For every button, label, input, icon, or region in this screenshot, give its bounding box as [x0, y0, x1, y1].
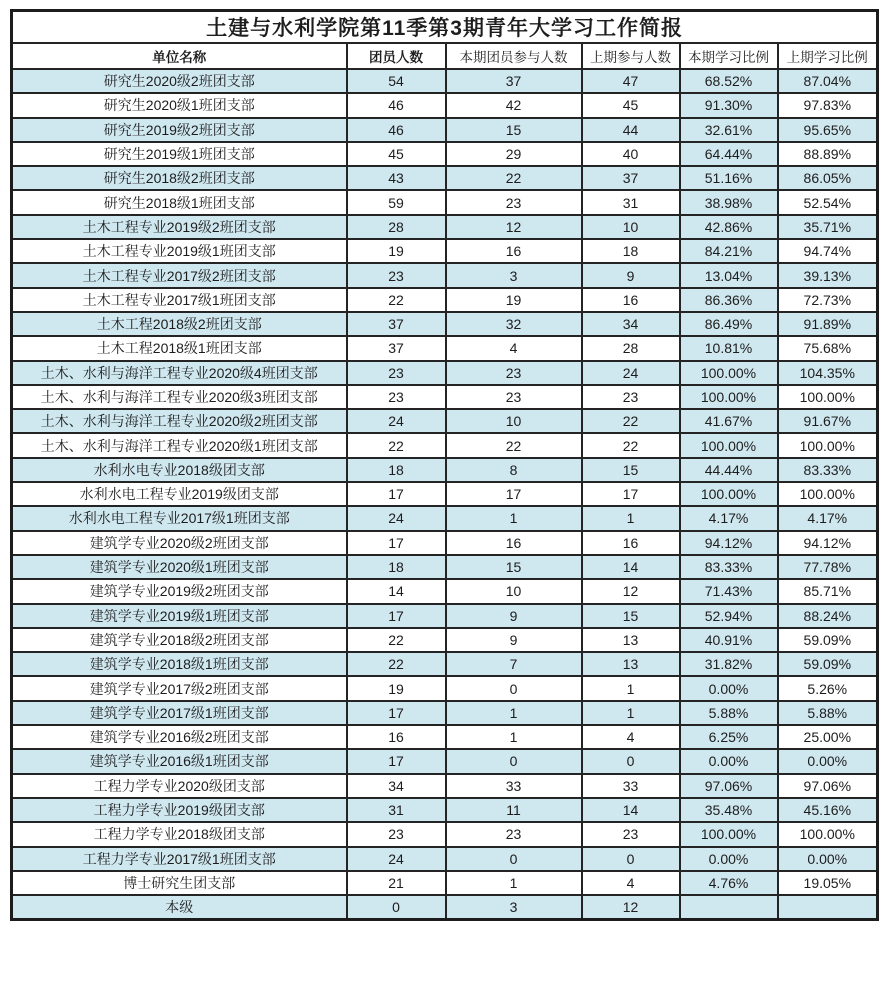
value-cell	[778, 895, 878, 920]
table-row	[12, 190, 878, 214]
value-cell: 47	[582, 69, 680, 93]
column-header: 上期参与人数	[582, 43, 680, 69]
unit-name-cell: 土木、水利与海洋工程专业2020级2班团支部	[12, 409, 347, 433]
value-cell: 46	[347, 118, 446, 142]
value-cell: 37	[446, 69, 582, 93]
table-row	[12, 725, 878, 749]
value-cell: 3	[446, 895, 582, 920]
table-row	[12, 69, 878, 93]
value-cell: 28	[582, 336, 680, 360]
table-row	[12, 385, 878, 409]
unit-name-cell: 土木、水利与海洋工程专业2020级1班团支部	[12, 433, 347, 457]
value-cell: 52.54%	[778, 190, 878, 214]
value-cell: 16	[582, 288, 680, 312]
table-row	[12, 604, 878, 628]
value-cell: 52.94%	[680, 604, 778, 628]
value-cell: 91.67%	[778, 409, 878, 433]
value-cell: 31	[347, 798, 446, 822]
value-cell: 15	[446, 555, 582, 579]
unit-name-cell: 本级	[12, 895, 347, 920]
value-cell: 21	[347, 871, 446, 895]
value-cell: 9	[446, 604, 582, 628]
value-cell: 15	[582, 604, 680, 628]
value-cell: 24	[347, 506, 446, 530]
value-cell: 14	[582, 798, 680, 822]
table-row	[12, 458, 878, 482]
value-cell: 19	[347, 239, 446, 263]
value-cell: 0	[582, 749, 680, 773]
value-cell: 16	[347, 725, 446, 749]
value-cell: 11	[446, 798, 582, 822]
value-cell: 23	[347, 263, 446, 287]
value-cell: 10	[582, 215, 680, 239]
value-cell: 0.00%	[680, 847, 778, 871]
value-cell: 91.89%	[778, 312, 878, 336]
value-cell: 10.81%	[680, 336, 778, 360]
value-cell: 6.25%	[680, 725, 778, 749]
value-cell: 100.00%	[680, 433, 778, 457]
value-cell: 8	[446, 458, 582, 482]
value-cell: 100.00%	[778, 433, 878, 457]
value-cell: 44.44%	[680, 458, 778, 482]
value-cell: 0	[347, 895, 446, 920]
unit-name-cell: 工程力学专业2018级团支部	[12, 822, 347, 846]
value-cell: 17	[347, 749, 446, 773]
value-cell: 87.04%	[778, 69, 878, 93]
value-cell: 37	[582, 166, 680, 190]
value-cell: 95.65%	[778, 118, 878, 142]
value-cell: 100.00%	[680, 385, 778, 409]
value-cell: 4	[582, 871, 680, 895]
unit-name-cell: 建筑学专业2019级1班团支部	[12, 604, 347, 628]
value-cell: 84.21%	[680, 239, 778, 263]
value-cell: 1	[446, 506, 582, 530]
value-cell: 1	[582, 701, 680, 725]
unit-name-cell: 土木工程2018级2班团支部	[12, 312, 347, 336]
value-cell: 1	[582, 506, 680, 530]
value-cell: 10	[446, 409, 582, 433]
unit-name-cell: 工程力学专业2017级1班团支部	[12, 847, 347, 871]
column-header: 团员人数	[347, 43, 446, 69]
value-cell: 32.61%	[680, 118, 778, 142]
value-cell: 33	[582, 774, 680, 798]
value-cell: 25.00%	[778, 725, 878, 749]
value-cell: 34	[582, 312, 680, 336]
unit-name-cell: 土木工程专业2017级1班团支部	[12, 288, 347, 312]
unit-name-cell: 水利水电专业2018级团支部	[12, 458, 347, 482]
value-cell: 51.16%	[680, 166, 778, 190]
table-row	[12, 628, 878, 652]
value-cell: 35.48%	[680, 798, 778, 822]
value-cell: 44	[582, 118, 680, 142]
value-cell: 38.98%	[680, 190, 778, 214]
value-cell: 4	[582, 725, 680, 749]
value-cell: 22	[582, 433, 680, 457]
value-cell: 100.00%	[778, 822, 878, 846]
value-cell: 3	[446, 263, 582, 287]
value-cell: 15	[446, 118, 582, 142]
value-cell: 88.89%	[778, 142, 878, 166]
table-row	[12, 531, 878, 555]
value-cell: 22	[347, 433, 446, 457]
value-cell: 104.35%	[778, 361, 878, 385]
value-cell: 16	[446, 239, 582, 263]
value-cell: 19	[446, 288, 582, 312]
value-cell: 23	[446, 385, 582, 409]
table-row	[12, 506, 878, 530]
value-cell: 100.00%	[680, 482, 778, 506]
value-cell: 18	[582, 239, 680, 263]
value-cell: 12	[582, 895, 680, 920]
value-cell: 13	[582, 628, 680, 652]
value-cell: 40.91%	[680, 628, 778, 652]
value-cell: 23	[446, 822, 582, 846]
table-row	[12, 239, 878, 263]
value-cell: 22	[446, 166, 582, 190]
value-cell: 45	[582, 93, 680, 117]
table-row	[12, 336, 878, 360]
value-cell: 42.86%	[680, 215, 778, 239]
unit-name-cell: 博士研究生团支部	[12, 871, 347, 895]
table-row	[12, 749, 878, 773]
value-cell: 4	[446, 336, 582, 360]
value-cell: 12	[582, 579, 680, 603]
value-cell: 18	[347, 458, 446, 482]
table-row	[12, 118, 878, 142]
value-cell: 5.88%	[680, 701, 778, 725]
table-row	[12, 482, 878, 506]
table-row	[12, 822, 878, 846]
value-cell: 54	[347, 69, 446, 93]
value-cell: 5.88%	[778, 701, 878, 725]
value-cell: 45.16%	[778, 798, 878, 822]
report-table	[10, 9, 879, 921]
value-cell: 72.73%	[778, 288, 878, 312]
value-cell	[680, 895, 778, 920]
value-cell: 4.17%	[778, 506, 878, 530]
table-row	[12, 652, 878, 676]
value-cell: 59	[347, 190, 446, 214]
table-row	[12, 361, 878, 385]
value-cell: 83.33%	[680, 555, 778, 579]
value-cell: 24	[347, 409, 446, 433]
value-cell: 35.71%	[778, 215, 878, 239]
value-cell: 23	[446, 361, 582, 385]
table-row	[12, 676, 878, 700]
value-cell: 17	[582, 482, 680, 506]
value-cell: 88.24%	[778, 604, 878, 628]
value-cell: 17	[347, 531, 446, 555]
value-cell: 24	[347, 847, 446, 871]
unit-name-cell: 研究生2020级2班团支部	[12, 69, 347, 93]
value-cell: 16	[446, 531, 582, 555]
unit-name-cell: 建筑学专业2016级2班团支部	[12, 725, 347, 749]
value-cell: 97.06%	[680, 774, 778, 798]
value-cell: 9	[582, 263, 680, 287]
value-cell: 59.09%	[778, 628, 878, 652]
value-cell: 94.12%	[778, 531, 878, 555]
value-cell: 22	[347, 652, 446, 676]
value-cell: 68.52%	[680, 69, 778, 93]
table-row	[12, 798, 878, 822]
value-cell: 22	[347, 628, 446, 652]
value-cell: 100.00%	[778, 385, 878, 409]
value-cell: 46	[347, 93, 446, 117]
value-cell: 13	[582, 652, 680, 676]
value-cell: 1	[446, 725, 582, 749]
value-cell: 16	[582, 531, 680, 555]
value-cell: 29	[446, 142, 582, 166]
value-cell: 42	[446, 93, 582, 117]
value-cell: 14	[582, 555, 680, 579]
value-cell: 28	[347, 215, 446, 239]
value-cell: 0	[446, 676, 582, 700]
unit-name-cell: 建筑学专业2020级2班团支部	[12, 531, 347, 555]
value-cell: 33	[446, 774, 582, 798]
value-cell: 86.05%	[778, 166, 878, 190]
value-cell: 34	[347, 774, 446, 798]
table-row	[12, 701, 878, 725]
unit-name-cell: 水利水电工程专业2017级1班团支部	[12, 506, 347, 530]
unit-name-cell: 建筑学专业2017级2班团支部	[12, 676, 347, 700]
value-cell: 23	[582, 385, 680, 409]
unit-name-cell: 建筑学专业2018级2班团支部	[12, 628, 347, 652]
value-cell: 31.82%	[680, 652, 778, 676]
table-row	[12, 433, 878, 457]
value-cell: 39.13%	[778, 263, 878, 287]
table-row	[12, 579, 878, 603]
value-cell: 37	[347, 312, 446, 336]
value-cell: 15	[582, 458, 680, 482]
unit-name-cell: 建筑学专业2017级1班团支部	[12, 701, 347, 725]
unit-name-cell: 土木工程专业2017级2班团支部	[12, 263, 347, 287]
value-cell: 41.67%	[680, 409, 778, 433]
column-header: 本期团员参与人数	[446, 43, 582, 69]
table-row	[12, 871, 878, 895]
unit-name-cell: 土木工程2018级1班团支部	[12, 336, 347, 360]
value-cell: 12	[446, 215, 582, 239]
table-row	[12, 288, 878, 312]
value-cell: 91.30%	[680, 93, 778, 117]
value-cell: 100.00%	[680, 822, 778, 846]
value-cell: 94.12%	[680, 531, 778, 555]
value-cell: 23	[347, 385, 446, 409]
table-row	[12, 774, 878, 798]
value-cell: 83.33%	[778, 458, 878, 482]
value-cell: 13.04%	[680, 263, 778, 287]
value-cell: 71.43%	[680, 579, 778, 603]
value-cell: 0.00%	[778, 847, 878, 871]
unit-name-cell: 研究生2018级1班团支部	[12, 190, 347, 214]
unit-name-cell: 研究生2018级2班团支部	[12, 166, 347, 190]
table-row	[12, 215, 878, 239]
table-row	[12, 895, 878, 920]
value-cell: 86.36%	[680, 288, 778, 312]
value-cell: 17	[347, 701, 446, 725]
value-cell: 17	[446, 482, 582, 506]
unit-name-cell: 工程力学专业2019级团支部	[12, 798, 347, 822]
value-cell: 97.06%	[778, 774, 878, 798]
value-cell: 94.74%	[778, 239, 878, 263]
table-row	[12, 93, 878, 117]
page-title: 土建与水利学院第11季第3期青年大学习工作简报	[12, 11, 878, 44]
value-cell: 40	[582, 142, 680, 166]
value-cell: 10	[446, 579, 582, 603]
value-cell: 14	[347, 579, 446, 603]
value-cell: 0.00%	[680, 749, 778, 773]
table-row	[12, 312, 878, 336]
value-cell: 24	[582, 361, 680, 385]
value-cell: 23	[446, 190, 582, 214]
value-cell: 7	[446, 652, 582, 676]
value-cell: 75.68%	[778, 336, 878, 360]
value-cell: 0	[446, 749, 582, 773]
value-cell: 1	[446, 871, 582, 895]
table-row	[12, 142, 878, 166]
table-body	[12, 69, 878, 920]
value-cell: 0.00%	[680, 676, 778, 700]
column-header: 单位名称	[12, 43, 347, 69]
header-row	[12, 43, 878, 69]
unit-name-cell: 土木、水利与海洋工程专业2020级4班团支部	[12, 361, 347, 385]
unit-name-cell: 土木、水利与海洋工程专业2020级3班团支部	[12, 385, 347, 409]
value-cell: 86.49%	[680, 312, 778, 336]
value-cell: 23	[582, 822, 680, 846]
table-row	[12, 409, 878, 433]
value-cell: 22	[446, 433, 582, 457]
unit-name-cell: 土木工程专业2019级1班团支部	[12, 239, 347, 263]
value-cell: 100.00%	[680, 361, 778, 385]
value-cell: 45	[347, 142, 446, 166]
unit-name-cell: 建筑学专业2018级1班团支部	[12, 652, 347, 676]
value-cell: 1	[446, 701, 582, 725]
value-cell: 23	[347, 361, 446, 385]
table-row	[12, 847, 878, 871]
value-cell: 59.09%	[778, 652, 878, 676]
value-cell: 5.26%	[778, 676, 878, 700]
value-cell: 19.05%	[778, 871, 878, 895]
value-cell: 4.76%	[680, 871, 778, 895]
value-cell: 22	[582, 409, 680, 433]
value-cell: 23	[347, 822, 446, 846]
title-row	[12, 11, 878, 44]
unit-name-cell: 水利水电工程专业2019级团支部	[12, 482, 347, 506]
value-cell: 0.00%	[778, 749, 878, 773]
value-cell: 77.78%	[778, 555, 878, 579]
value-cell: 85.71%	[778, 579, 878, 603]
value-cell: 18	[347, 555, 446, 579]
value-cell: 43	[347, 166, 446, 190]
value-cell: 17	[347, 604, 446, 628]
unit-name-cell: 研究生2020级1班团支部	[12, 93, 347, 117]
table-row	[12, 166, 878, 190]
unit-name-cell: 建筑学专业2019级2班团支部	[12, 579, 347, 603]
table-row	[12, 555, 878, 579]
unit-name-cell: 土木工程专业2019级2班团支部	[12, 215, 347, 239]
table-row	[12, 263, 878, 287]
value-cell: 97.83%	[778, 93, 878, 117]
value-cell: 37	[347, 336, 446, 360]
value-cell: 64.44%	[680, 142, 778, 166]
value-cell: 17	[347, 482, 446, 506]
value-cell: 32	[446, 312, 582, 336]
value-cell: 9	[446, 628, 582, 652]
report-container	[10, 9, 876, 921]
value-cell: 31	[582, 190, 680, 214]
unit-name-cell: 建筑学专业2020级1班团支部	[12, 555, 347, 579]
column-header: 上期学习比例	[778, 43, 878, 69]
value-cell: 100.00%	[778, 482, 878, 506]
unit-name-cell: 建筑学专业2016级1班团支部	[12, 749, 347, 773]
unit-name-cell: 工程力学专业2020级团支部	[12, 774, 347, 798]
value-cell: 0	[582, 847, 680, 871]
column-header: 本期学习比例	[680, 43, 778, 69]
unit-name-cell: 研究生2019级1班团支部	[12, 142, 347, 166]
value-cell: 1	[582, 676, 680, 700]
value-cell: 22	[347, 288, 446, 312]
value-cell: 19	[347, 676, 446, 700]
unit-name-cell: 研究生2019级2班团支部	[12, 118, 347, 142]
value-cell: 0	[446, 847, 582, 871]
value-cell: 4.17%	[680, 506, 778, 530]
